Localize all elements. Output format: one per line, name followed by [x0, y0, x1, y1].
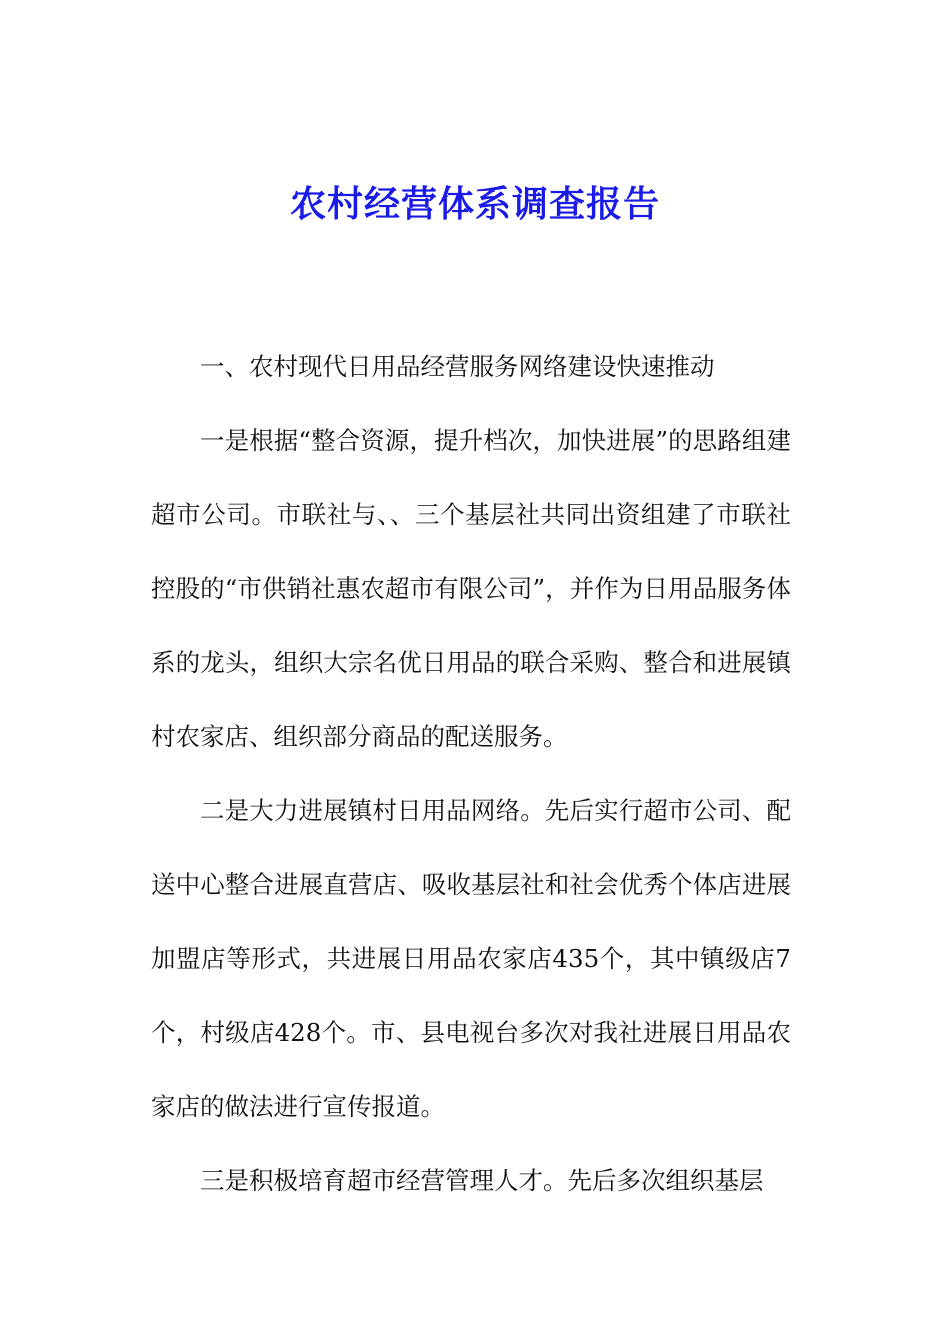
document-body — [151, 330, 791, 1218]
document-title: 农村经营体系调查报告 — [289, 183, 660, 225]
body-paragraph-2: 二是大力进展镇村日用品网络。先后实行超市公司、配送中心整合进展直营店、吸收基层社和社会优秀个体店进展加盟店等形式，共进展日用品农家店435个，其中镇级店7个，村级店428个。市、县电视台多次对我社进展日用品农家店的做法进行宣传报道。 — [151, 796, 791, 1121]
body-paragraph-3: 三是积极培育超市经营管理人才。先后多次组织基层 — [200, 1166, 764, 1195]
body-paragraph-1: 一是根据“整合资源，提升档次，加快进展”的思路组建超市公司。市联社与、、三个基层社共同出资组建了市联社控股的“市供销社惠农超市有限公司”，并作为日用品服务体系的龙头，组织大宗名优日用品的联合采购、整合和进展镇村农家店、组织部分商品的配送服务。 — [151, 426, 791, 751]
section-heading: 一、农村现代日用品经营服务网络建设快速推动 — [200, 352, 715, 381]
